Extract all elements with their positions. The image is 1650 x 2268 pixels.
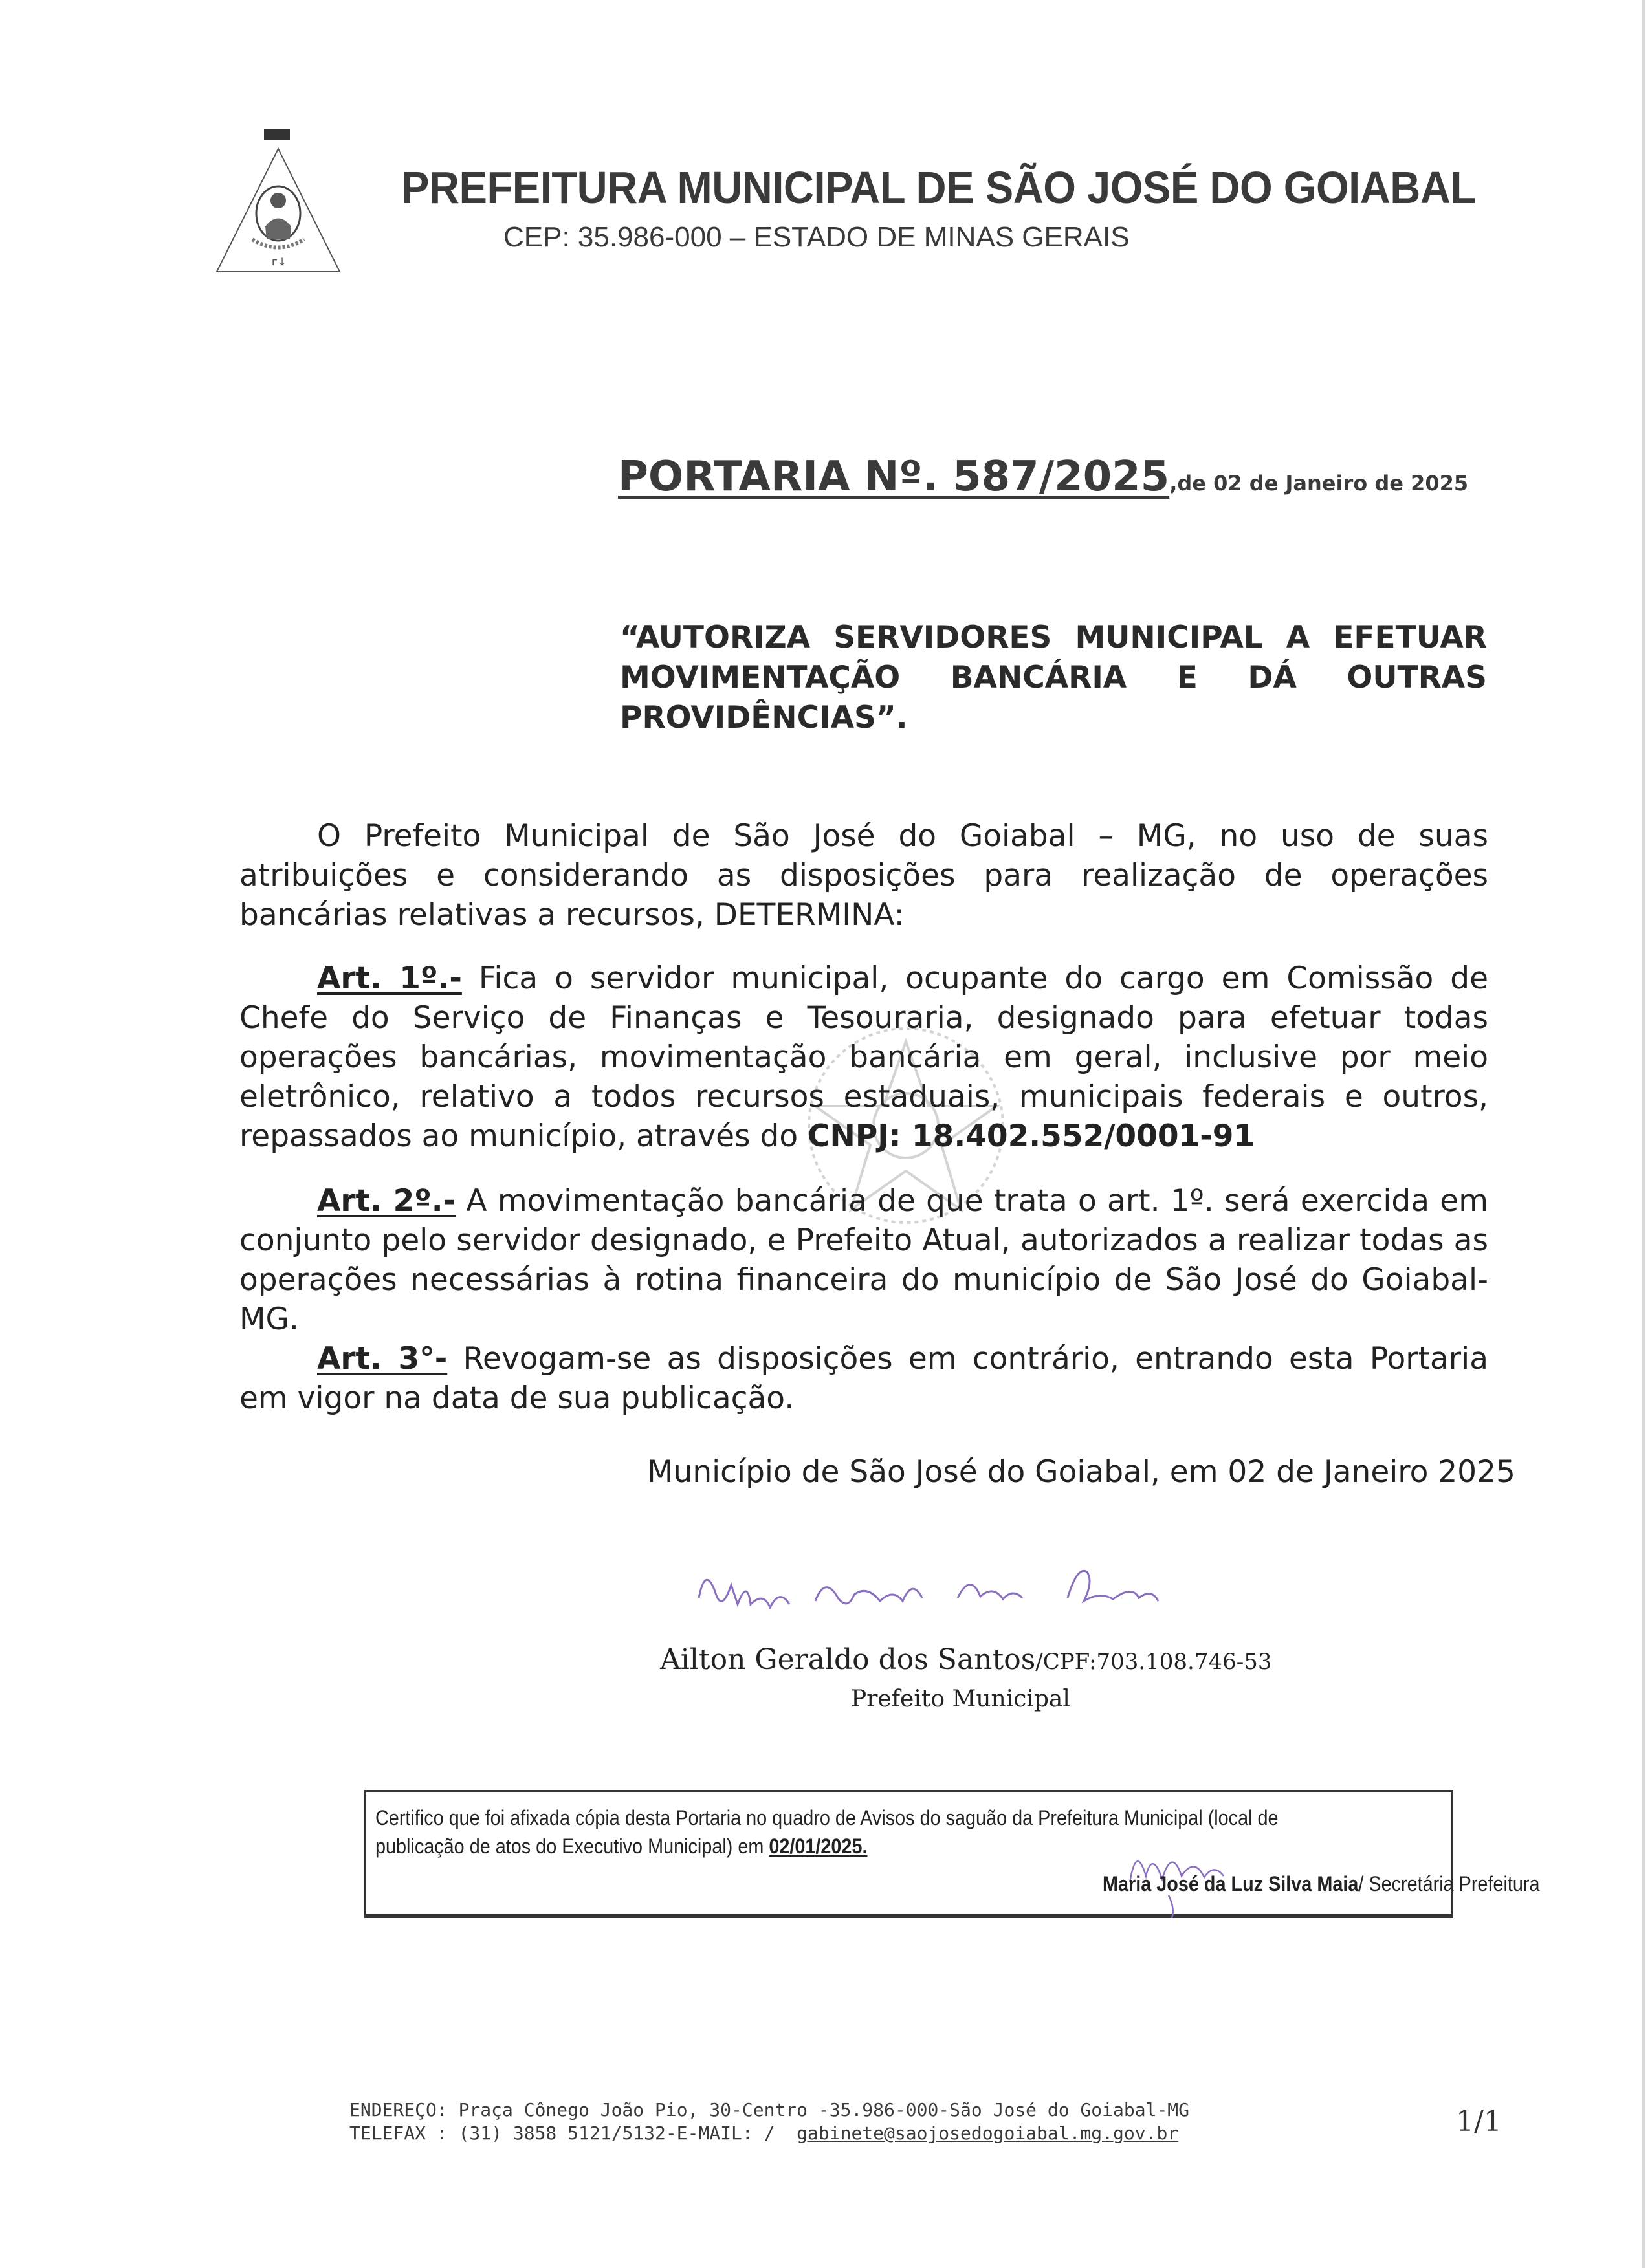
mayor-name-text: Ailton Geraldo dos Santos xyxy=(660,1643,1036,1676)
footer xyxy=(349,2099,1189,2145)
intro-text: O Prefeito Municipal de São José do Goiabal – MG, no uso de suas atribuições e considerando as disposições para realização de operações bancárias relativas a recursos, DETERMINA: xyxy=(239,818,1488,933)
cnpj: CNPJ: 18.402.552/0001-91 xyxy=(808,1118,1255,1154)
mayor-handwritten-signature xyxy=(686,1553,1320,1630)
mayor-cpf: /CPF:703.108.746-53 xyxy=(1035,1649,1272,1675)
portaria-heading xyxy=(618,453,1468,501)
article-2 xyxy=(239,1181,1488,1339)
article-2-label: Art. 2º.- xyxy=(317,1183,456,1219)
footer-phone: TELEFAX : (31) 3858 5121/5132-E-MAIL: / xyxy=(349,2122,797,2144)
article-3 xyxy=(239,1339,1488,1418)
page-number: 1/1 xyxy=(1456,2105,1502,2138)
footer-email[interactable]: gabinete@saojosedogoiabal.mg.gov.br xyxy=(797,2122,1179,2144)
footer-address: ENDEREÇO: Praça Cônego João Pio, 30-Centro -35.986-000-São José do Goiabal-MG xyxy=(349,2099,1190,2121)
coat-of-arms-icon xyxy=(214,129,343,278)
article-1 xyxy=(239,959,1488,1156)
article-3-text: Revogam-se as disposições em contrário, entrando esta Portaria em vigor na data de sua publicação. xyxy=(239,1341,1488,1416)
header-title: PREFEITURA MUNICIPAL DE SÃO JOSÉ DO GOIABAL xyxy=(401,162,1476,213)
scan-edge xyxy=(1642,0,1645,2268)
certificate-signer-name: Maria José da Luz Silva Maia xyxy=(1103,1872,1359,1895)
certificate-body: Certifico que foi afixada cópia desta Portaria no quadro de Avisos do saguão da Prefeitura Municipal (local de publicação de atos do Executivo Municipal) em xyxy=(375,1806,1279,1858)
certificate-box xyxy=(364,1790,1540,1918)
article-3-label: Art. 3°- xyxy=(317,1341,448,1377)
svg-text:ᴦ↓: ᴦ↓ xyxy=(272,256,287,268)
header-subtitle: CEP: 35.986-000 – ESTADO DE MINAS GERAIS xyxy=(503,221,1130,253)
certificate-date: 02/01/2025. xyxy=(769,1835,868,1858)
mayor-role: Prefeito Municipal xyxy=(851,1686,1070,1712)
intro-paragraph xyxy=(239,816,1488,935)
article-1-label: Art. 1º.- xyxy=(317,961,462,996)
portaria-number: PORTARIA Nº. 587/2025 xyxy=(618,453,1170,501)
place-date: Município de São José do Goiabal, em 02 de Janeiro 2025 xyxy=(647,1454,1515,1490)
mayor-name xyxy=(660,1643,1272,1676)
article-1-text: Fica o servidor municipal, ocupante do cargo em Comissão de Chefe do Serviço de Finanças e Tesouraria, designado para efetuar todas operações bancárias, movimentação bancária em geral, inclusive por meio eletrônico, relativo a todos recursos estaduais, municipais federais e outros, repassados ao município, através do xyxy=(239,961,1488,1154)
portaria-date: ,de 02 de Janeiro de 2025 xyxy=(1169,471,1469,496)
article-2-text: A movimentação bancária de que trata o art. 1º. será exercida em conjunto pelo servidor designado, e Prefeito Atual, autorizados a realizar todas as operações necessárias à rotina financeira do município de São José do Goiabal-MG. xyxy=(239,1183,1488,1337)
certificate-signer xyxy=(1103,1872,1539,1896)
certificate-signer-role: / Secretária Prefeitura xyxy=(1358,1872,1540,1895)
ementa: “AUTORIZA SERVIDORES MUNICIPAL A EFETUAR MOVIMENTAÇÃO BANCÁRIA E DÁ OUTRAS PROVIDÊNCIAS”. xyxy=(620,620,1487,736)
